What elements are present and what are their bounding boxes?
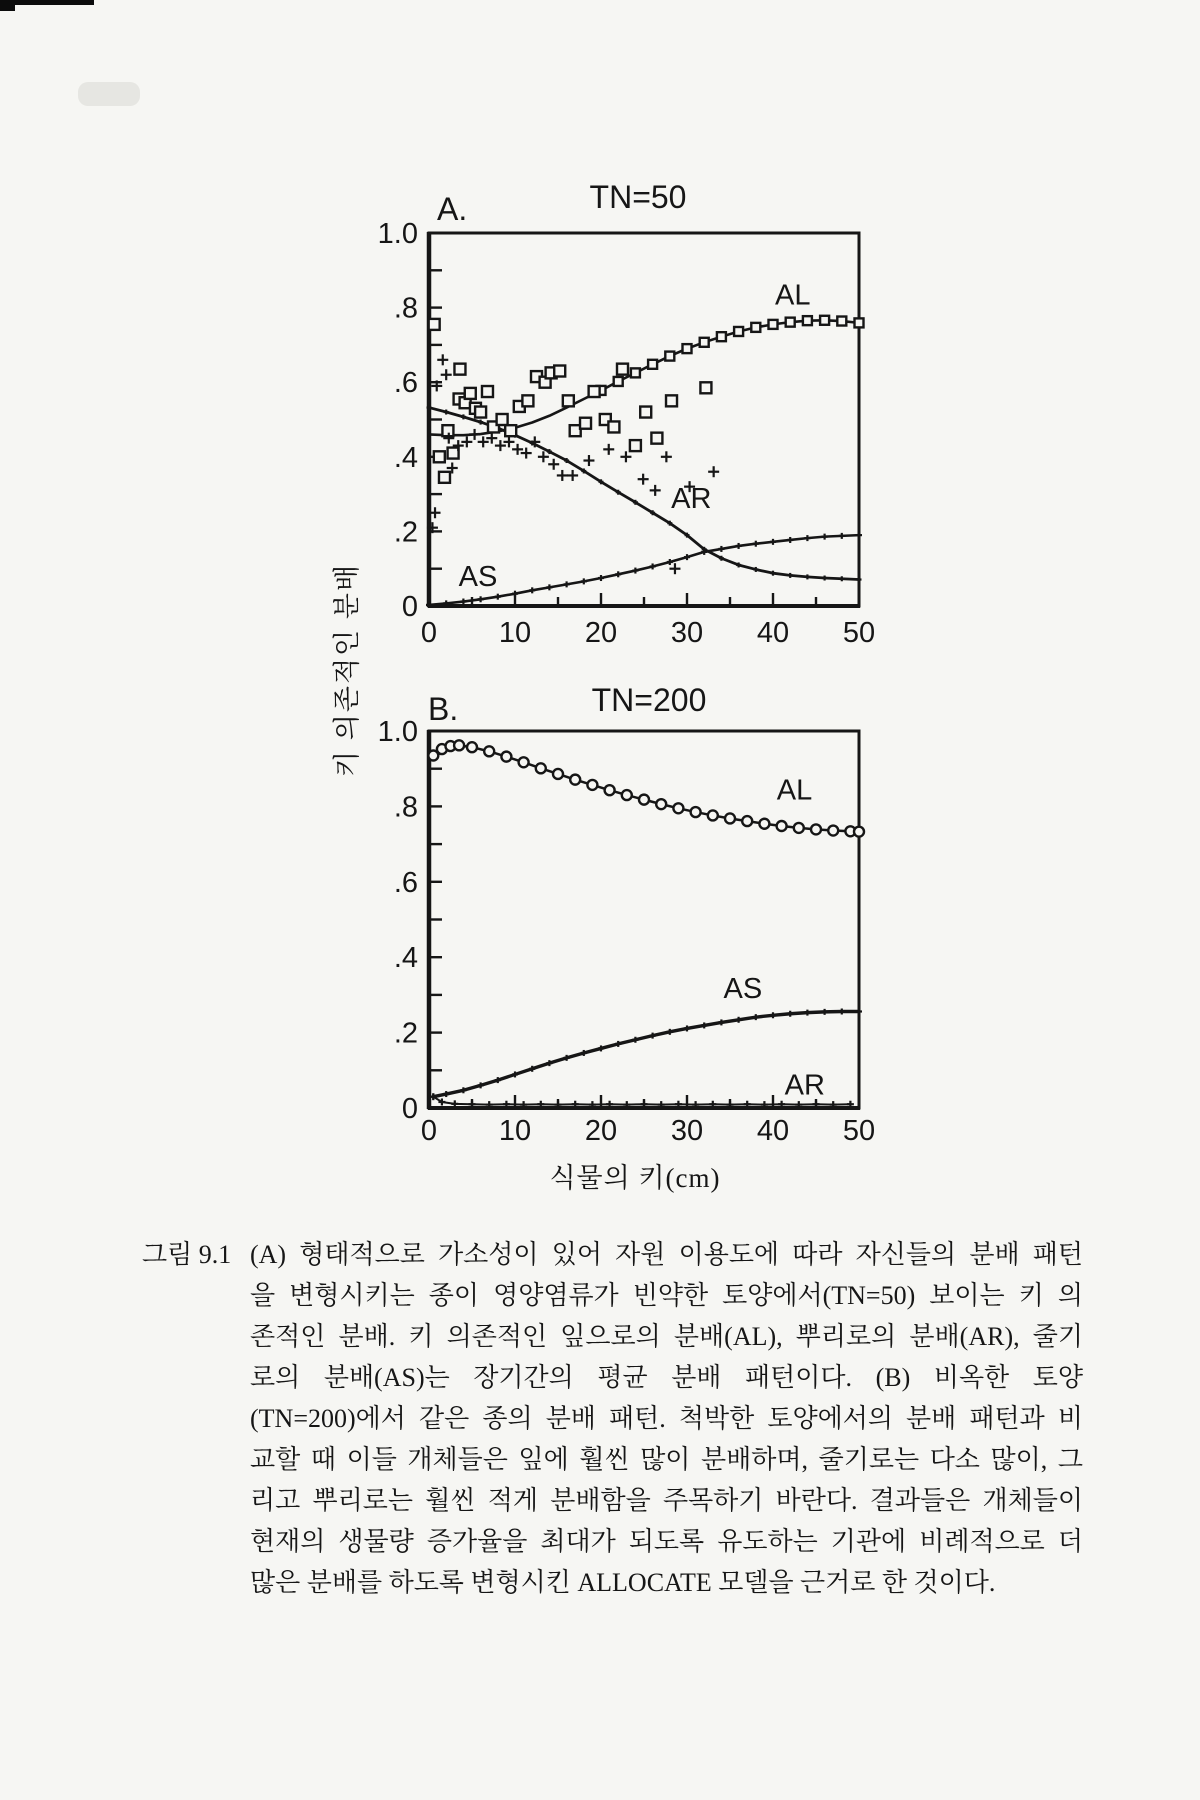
- marker-square: [505, 425, 516, 436]
- marker-circle: [811, 824, 821, 834]
- x-tick-label: 0: [420, 1115, 438, 1147]
- y-tick-label: .2: [393, 1017, 418, 1050]
- marker-circle: [673, 803, 683, 813]
- marker-circle: [484, 746, 494, 756]
- marker-circle: [587, 780, 597, 790]
- y-tick-label: .4: [393, 942, 418, 975]
- y-tick-label: 1.0: [377, 716, 418, 748]
- marker-square: [786, 318, 795, 327]
- marker-circle: [742, 816, 752, 826]
- marker-square: [580, 418, 591, 429]
- marker-square: [666, 395, 677, 406]
- x-tick-label: 20: [584, 617, 618, 649]
- y-tick-label: .4: [393, 441, 418, 474]
- marker-square: [734, 327, 743, 336]
- marker-square: [563, 395, 574, 406]
- series-label-AR: AR: [671, 482, 712, 515]
- series-label-AL: AL: [776, 774, 813, 807]
- caption-line: 리고 뿌리로는 훨씬 적게 분배함을 주목하기 바란다. 결과들은 개체들이: [250, 1486, 1083, 1515]
- marker-square: [640, 407, 651, 418]
- marker-circle: [454, 740, 464, 750]
- marker-circle: [553, 769, 563, 779]
- marker-circle: [501, 752, 511, 762]
- marker-circle: [639, 795, 649, 805]
- marker-circle: [708, 810, 718, 820]
- y-tick-label: .8: [393, 791, 418, 824]
- caption-line: 교할 때 이들 개체들은 잎에 훨씬 많이 분배하며, 줄기로는 다소 많이, 그: [250, 1445, 1083, 1474]
- marker-square: [651, 433, 662, 444]
- marker-circle: [622, 790, 632, 800]
- marker-square: [608, 421, 619, 432]
- x-tick-label: 40: [756, 617, 790, 649]
- x-tick-label: 30: [670, 1115, 704, 1147]
- marker-circle: [656, 799, 666, 809]
- marker-square: [820, 316, 829, 325]
- y-tick-label: .6: [393, 866, 418, 899]
- x-tick-label: 50: [842, 617, 876, 649]
- caption-line: 존적인 분배. 키 의존적인 잎으로의 분배(AL), 뿌리로의 분배(AR), 줄기: [250, 1322, 1083, 1351]
- y-tick-label: .6: [393, 367, 418, 400]
- marker-square: [751, 323, 760, 332]
- marker-square: [837, 317, 846, 326]
- marker-square: [475, 407, 486, 418]
- x-tick-label: 10: [498, 617, 532, 649]
- marker-square: [617, 364, 628, 375]
- figure-caption: [250, 1234, 1083, 1603]
- marker-square: [497, 414, 508, 425]
- scan-artifact: [0, 0, 14, 7]
- x-axis-label: 식물의 키(cm): [549, 1163, 721, 1193]
- caption-line: 로의 분배(AS)는 장기간의 평균 분배 패턴이다. (B) 비옥한 토양: [250, 1363, 1083, 1392]
- y-tick-label: 0: [401, 591, 418, 623]
- panel-letter: B.: [428, 691, 459, 727]
- marker-square: [614, 377, 623, 386]
- x-tick-label: 10: [498, 1115, 532, 1147]
- marker-circle: [725, 813, 735, 823]
- marker-square: [665, 352, 674, 361]
- marker-circle: [777, 821, 787, 831]
- panel-title: TN=200: [591, 682, 707, 718]
- marker-square: [439, 472, 450, 483]
- x-tick-label: 40: [756, 1115, 790, 1147]
- y-axis-label: 키 의존적인 분배: [331, 562, 362, 778]
- marker-square: [769, 320, 778, 329]
- series-label-AR: AR: [784, 1069, 825, 1102]
- marker-square: [554, 366, 565, 377]
- marker-square: [429, 319, 440, 330]
- series-label-AS: AS: [723, 973, 763, 1006]
- y-tick-label: .8: [393, 292, 418, 325]
- marker-square: [465, 388, 476, 399]
- caption-line: 을 변형시키는 종이 영양염류가 빈약한 토양에서(TN=50) 보이는 키 의: [250, 1281, 1083, 1310]
- y-tick-label: .2: [393, 516, 418, 549]
- x-tick-label: 30: [670, 617, 704, 649]
- chart-panel-a: [320, 150, 880, 650]
- figure-label: 그림 9.1: [142, 1240, 232, 1269]
- marker-circle: [691, 807, 701, 817]
- marker-circle: [570, 775, 580, 785]
- marker-square: [855, 318, 864, 327]
- marker-square: [454, 364, 465, 375]
- caption-line: 현재의 생물량 증가율을 최대가 되도록 유도하는 기관에 비례적으로 더: [250, 1527, 1083, 1556]
- marker-circle: [605, 785, 615, 795]
- caption-line: (TN=200)에서 같은 종의 분배 패턴. 척박한 토양에서의 분배 패턴과 비: [250, 1404, 1083, 1433]
- panel-letter: A.: [437, 191, 468, 227]
- series-label-AL: AL: [775, 279, 811, 312]
- marker-square: [700, 338, 709, 347]
- y-tick-label: 1.0: [377, 218, 418, 250]
- marker-square: [630, 440, 641, 451]
- scan-smudge: [78, 82, 140, 106]
- marker-circle: [828, 826, 838, 836]
- series-label-AS: AS: [458, 561, 498, 594]
- marker-square: [434, 451, 445, 462]
- chart-panel-b: [320, 650, 880, 1150]
- marker-square: [717, 332, 726, 341]
- marker-square: [700, 382, 711, 393]
- caption-line: 많은 분배를 하도록 변형시킨 ALLOCATE 모델을 근거로 한 것이다.: [250, 1568, 996, 1597]
- marker-square: [448, 448, 459, 459]
- marker-circle: [759, 819, 769, 829]
- x-tick-label: 50: [842, 1115, 876, 1147]
- marker-circle: [536, 763, 546, 773]
- caption-line: (A) 형태적으로 가소성이 있어 자원 이용도에 따라 자신들의 분배 패턴: [250, 1240, 1083, 1269]
- marker-circle: [519, 757, 529, 767]
- marker-square: [631, 368, 640, 377]
- y-tick-label: 0: [401, 1093, 418, 1125]
- x-tick-label: 0: [420, 617, 438, 649]
- marker-square: [522, 395, 533, 406]
- marker-circle: [854, 827, 864, 837]
- marker-circle: [794, 823, 804, 833]
- panel-title: TN=50: [589, 179, 687, 215]
- x-tick-label: 20: [584, 1115, 618, 1147]
- marker-circle: [467, 742, 477, 752]
- marker-square: [683, 344, 692, 353]
- marker-square: [803, 316, 812, 325]
- marker-square: [589, 386, 600, 397]
- marker-square: [648, 360, 657, 369]
- marker-square: [482, 386, 493, 397]
